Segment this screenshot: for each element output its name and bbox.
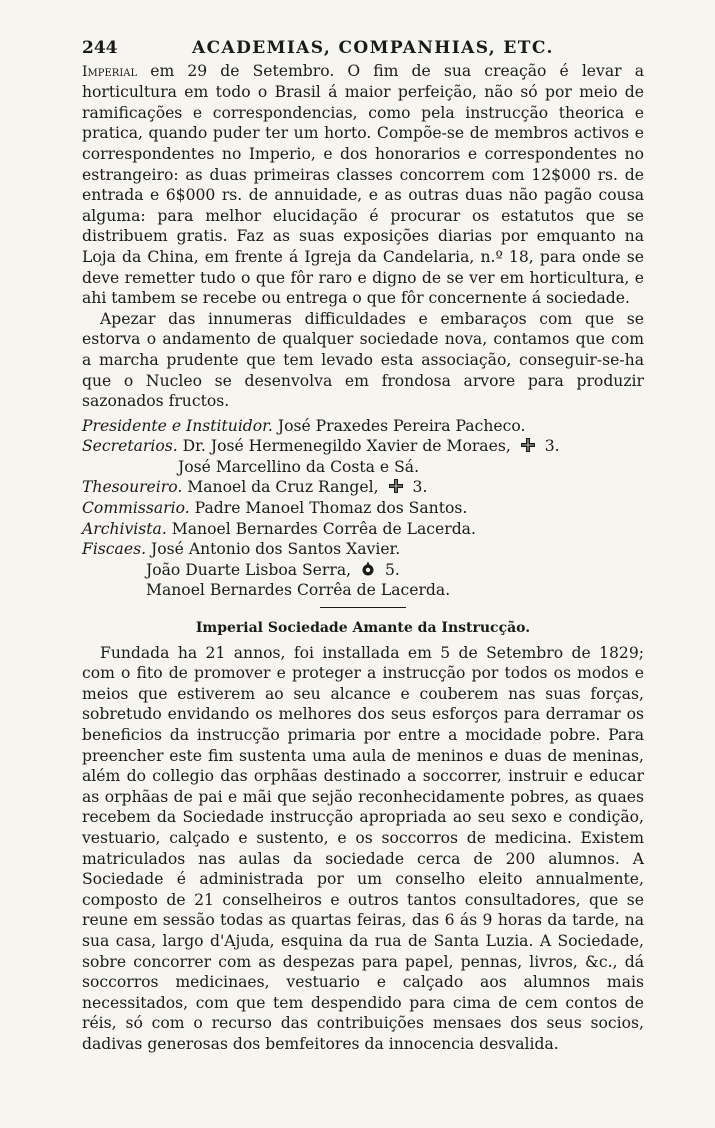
order-grade: 3. <box>544 437 560 456</box>
section-title: Imperial Sociedade Amante da Instrucção. <box>195 620 531 637</box>
officer-role: Fiscaes. <box>82 540 147 559</box>
officer-line <box>82 477 644 498</box>
officer-role: Secretarios. <box>82 437 178 456</box>
officer-line <box>82 498 644 519</box>
officer-line <box>82 580 644 601</box>
officer-line <box>82 416 644 437</box>
lead-word: Imperial <box>82 63 138 80</box>
page-header <box>82 38 644 59</box>
officer-role: Commissario. <box>82 499 190 518</box>
officer-role: Thesoureiro. <box>82 478 183 497</box>
order-grade: 5. <box>385 560 400 579</box>
horticultura-paragraph-2: Apezar das innumeras difficuldades e embaraços com que se estorva o andamento de qualquer sociedade nova, contamos que com a marcha prudente que tem levado esta associação, conseguir-se-ha que o Nucleo se desenvolva em frondosa arvore para produzir sazonados fructos. <box>82 309 644 411</box>
officer-name: José Praxedes Pereira Pacheco. <box>277 416 526 435</box>
officer-line <box>82 457 644 478</box>
officer-name: Manoel Bernardes Corrêa de Lacerda. <box>146 581 451 600</box>
running-title: ACADEMIAS, COMPANHIAS, ETC. <box>192 38 554 58</box>
officer-line <box>82 436 644 457</box>
officer-name: Dr. José Hermenegildo Xavier de Moraes, <box>182 437 511 456</box>
officer-name: José Marcellino da Costa e Sá. <box>178 457 420 476</box>
order-grade: 3. <box>412 478 428 497</box>
officer-name: Manoel Bernardes Corrêa de Lacerda. <box>171 519 476 538</box>
order-rose-icon <box>360 561 376 577</box>
officer-name: José Antonio dos Santos Xavier. <box>151 540 401 559</box>
officer-role: Presidente e Instituidor. <box>82 416 273 435</box>
officer-line <box>82 519 644 540</box>
paragraph-text: em 29 de Setembro. O fim de sua creação é levar a horticultura em todo o Brasil á maior perfeição, não só por meio de ramificações e correspondencias, como pela instrucção theorica e pratica, quando puder ter um horto. Compõe-se de membros activos e correspondentes no Imperio, e dos honorarios e correspondentes no estrangeiro: as duas primeiras classes concorrem com 12$000 rs. de entrada e 6$000 rs. de annuidade, e as outras duas não pagão cousa alguma: para melhor elucidação é procurar os estatutos que se distribuem gratis. Faz as suas exposições diarias por emquanto na Loja da China, em frente á Igreja da Candelaria, n.º 18, para onde se deve remetter tudo o que fôr raro e digno de se ver em horticultura, e ahi tambem se recebe ou entrega o que fôr concernente á sociedade. <box>82 61 644 308</box>
section-divider <box>320 607 406 608</box>
officer-name: Manoel da Cruz Rangel, <box>187 478 379 497</box>
horticultura-paragraph-1 <box>82 61 644 309</box>
officer-name: Padre Manoel Thomaz dos Santos. <box>194 499 468 518</box>
order-cross-icon <box>388 478 404 494</box>
officer-line <box>82 539 644 560</box>
officer-line <box>82 560 644 581</box>
order-cross-icon <box>520 437 536 453</box>
officer-role: Archivista. <box>82 519 167 538</box>
instrucao-paragraph: Fundada ha 21 annos, foi installada em 5 de Setembro de 1829; com o fito de promover e proteger a instrucção por todos os modos e meios que estiverem ao seu alcance e couberem nas suas forças, sobretudo envidando os melhores dos seus esforços para derramar os beneficios da instrucção primaria por entre a mocidade pobre. Para preencher este fim sustenta uma aula de meninos e duas de meninas, além do collegio das orphãas destinado a soccorrer, instruir e educar as orphãas de pai e mãi que sejão reconhecidamente pobres, as quaes recebem da Sociedade instrucção apropriada ao seu sexo e condição, vestuario, calçado e sustento, e os soccorros de medicina. Existem matriculados nas aulas da sociedade cerca de 200 alumnos. A Sociedade é administrada por um conselho eleito annualmente, composto de 21 conselheiros e outros tantos consultadores, que se reune em sessão todas as quartas feiras, das 6 ás 9 horas da tarde, na sua casa, largo d'Ajuda, esquina da rua de Santa Luzia. A Sociedade, sobre concorrer com as despezas para papel, pennas, livros, &c., dá soccorros medicinaes, vestuario e calçado aos alumnos mais necessitados, com que tem despendido para cima de cem contos de réis, só com o recurso das contribuições mensaes dos seus socios, dadivas generosas dos bemfeitores da innocencia desvalida. <box>82 643 644 1053</box>
officer-name: João Duarte Lisboa Serra, <box>146 560 352 579</box>
officers-list <box>82 416 644 601</box>
page-number: 244 <box>82 38 118 58</box>
book-page <box>82 38 644 1055</box>
